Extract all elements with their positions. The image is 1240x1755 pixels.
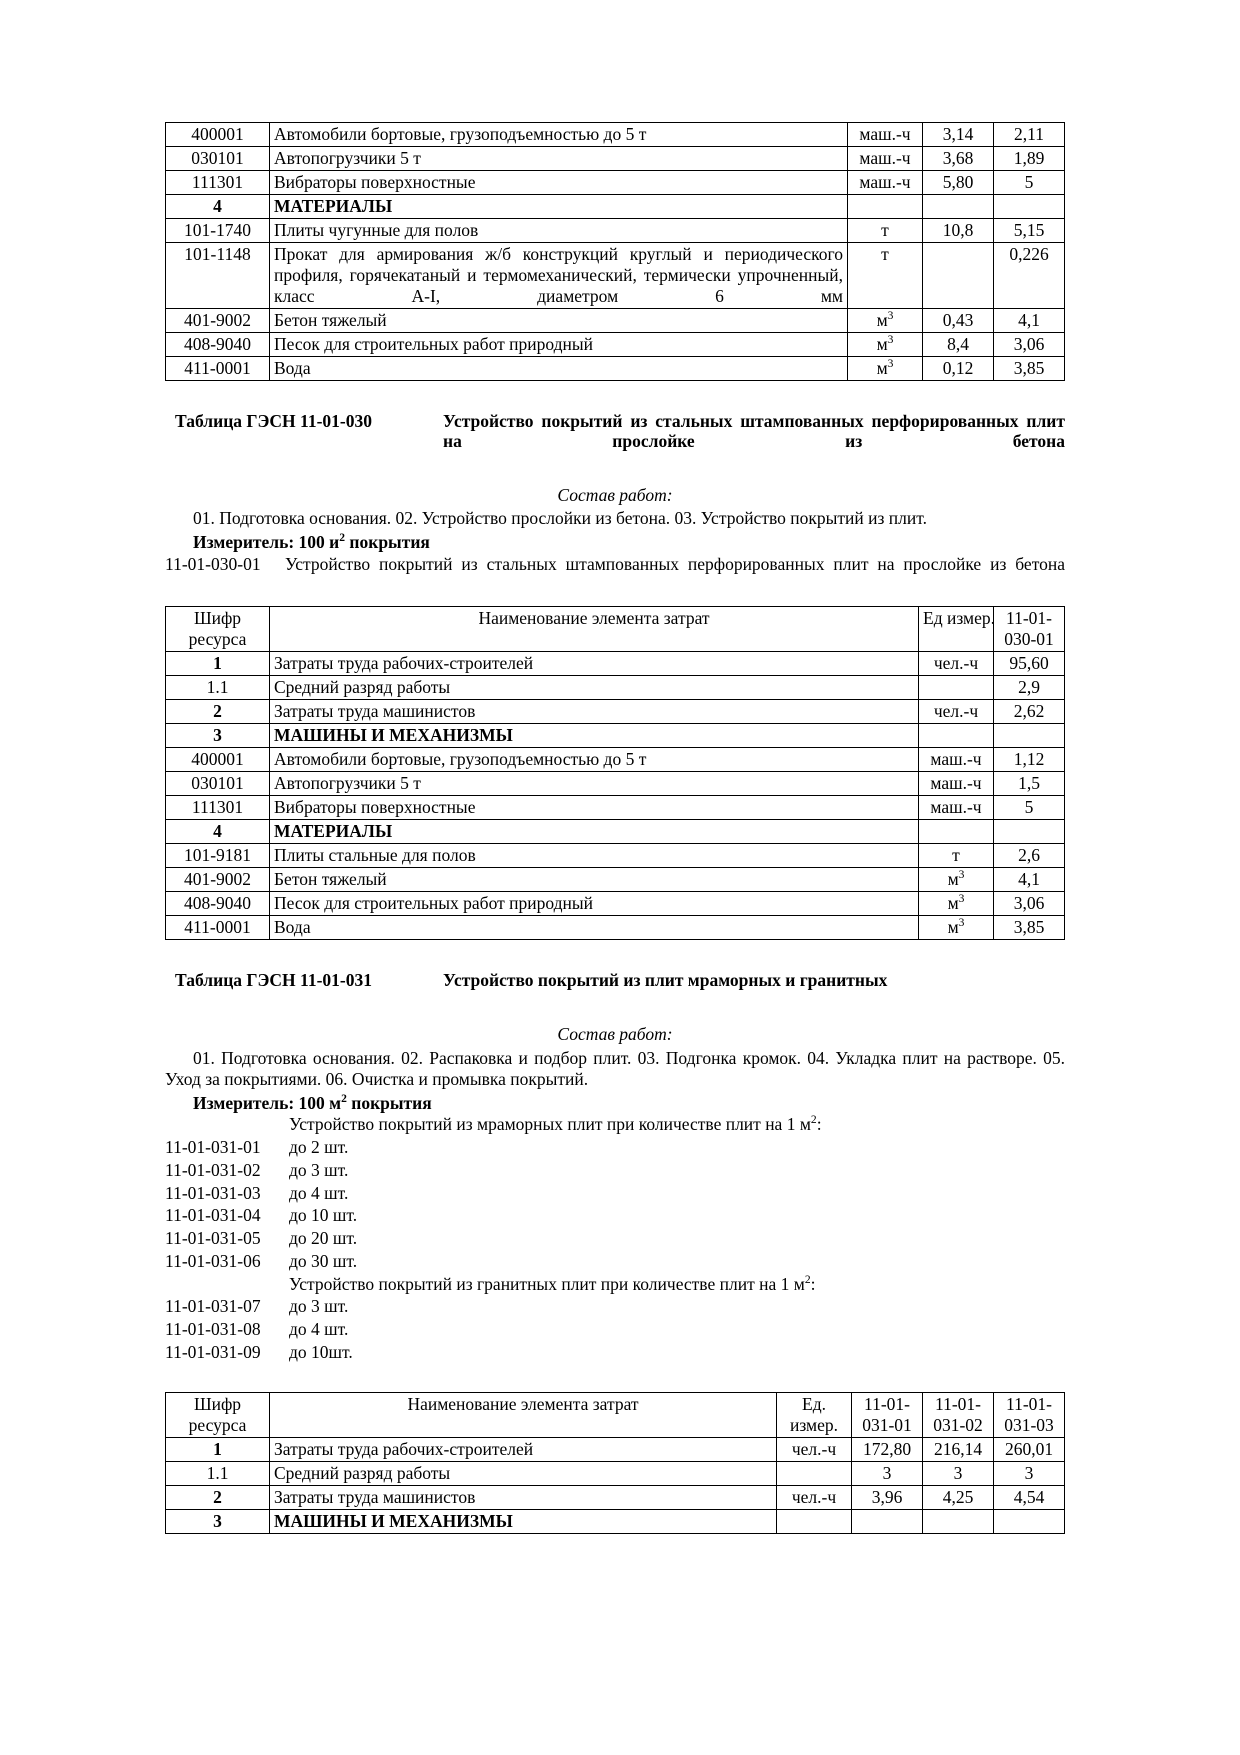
- cell-unit: т: [848, 243, 923, 309]
- cell-code: 030101: [166, 147, 270, 171]
- cell-value-1: 1,12: [994, 748, 1065, 772]
- resource-table-continued: [165, 122, 1065, 381]
- cell-code: 1.1: [166, 1461, 270, 1485]
- cell-code: 030101: [166, 772, 270, 796]
- cell-name: Затраты труда рабочих-строителей: [270, 1437, 777, 1461]
- item-code: 11-01-031-04: [165, 1205, 261, 1226]
- sostav-heading-031: Состав работ:: [557, 1024, 673, 1045]
- cell-name: Плиты чугунные для полов: [270, 219, 848, 243]
- cell-code: 411-0001: [166, 916, 270, 940]
- cell-value-1: 5,80: [923, 171, 994, 195]
- header-code: Шифр ресурса: [166, 607, 270, 652]
- cell-code: 401-9002: [166, 868, 270, 892]
- cell-code: 101-1740: [166, 219, 270, 243]
- cell-unit: $м^3$: [848, 333, 923, 357]
- table-row: [166, 243, 1065, 309]
- item-code: 11-01-031-07: [165, 1296, 261, 1317]
- cell-unit: чел.-ч: [919, 700, 994, 724]
- cell-code: 101-1148: [166, 243, 270, 309]
- cell-name: Автомобили бортовые, грузоподъемностью до 5 т: [270, 123, 848, 147]
- table-header-row: [166, 1392, 1065, 1437]
- cell-value-2: 216,14: [923, 1437, 994, 1461]
- list-item: [165, 1204, 1065, 1227]
- header-name: Наименование элемента затрат: [270, 607, 919, 652]
- cell-name: Средний разряд работы: [270, 676, 919, 700]
- item-code: 11-01-031-06: [165, 1250, 261, 1271]
- table-row: [166, 1461, 1065, 1485]
- cell-value-1: [852, 1509, 923, 1533]
- cell-code: 2: [166, 1485, 270, 1509]
- cell-value-2: 4,25: [923, 1485, 994, 1509]
- list-item: [165, 1136, 1065, 1159]
- cell-value-1: 172,80: [852, 1437, 923, 1461]
- group1-caption-suffix: :: [816, 1114, 822, 1135]
- resource-table-031: [165, 1392, 1065, 1534]
- cell-value-3: 260,01: [994, 1437, 1065, 1461]
- cell-code: 1: [166, 1437, 270, 1461]
- table-header-row: [166, 607, 1065, 652]
- cell-value-1: 8,4: [923, 333, 994, 357]
- cell-name: Средний разряд работы: [270, 1461, 777, 1485]
- cell-value-1: 1,5: [994, 772, 1065, 796]
- cell-unit: чел.-ч: [777, 1437, 852, 1461]
- cell-value-1: 2,6: [994, 844, 1065, 868]
- cell-value-1: 3,06: [994, 892, 1065, 916]
- table-label: Таблица ГЭСН 11-01-030: [175, 411, 372, 431]
- cell-value-3: [994, 1509, 1065, 1533]
- item-code: 11-01-031-05: [165, 1228, 261, 1249]
- table-row: [166, 652, 1065, 676]
- cell-value-1: 4,1: [994, 868, 1065, 892]
- cell-value-2: 4,1: [994, 309, 1065, 333]
- cell-value-1: 10,8: [923, 219, 994, 243]
- item-text: до 3 шт.: [289, 1296, 349, 1317]
- cell-unit: [919, 724, 994, 748]
- cell-code: 3: [166, 724, 270, 748]
- table-row: [166, 219, 1065, 243]
- izmeritel-suffix: покрытия: [345, 532, 430, 553]
- izmeritel-031: [165, 1093, 1065, 1113]
- cell-value-1: 2,62: [994, 700, 1065, 724]
- table-title: Устройство покрытий из плит мраморных и гранитных: [443, 970, 888, 991]
- cell-code: 1.1: [166, 676, 270, 700]
- cell-value-2: 0,226: [994, 243, 1065, 309]
- table-body: [166, 123, 1065, 381]
- cell-unit: чел.-ч: [777, 1485, 852, 1509]
- cell-unit: [848, 195, 923, 219]
- cell-value-1: 3,85: [994, 916, 1065, 940]
- item-text: до 3 шт.: [289, 1159, 349, 1180]
- item-text: до 20 шт.: [289, 1228, 358, 1249]
- cell-name: Песок для строительных работ природный: [270, 892, 919, 916]
- table-row: [166, 333, 1065, 357]
- cell-code: 4: [166, 195, 270, 219]
- cell-value-2: 5,15: [994, 219, 1065, 243]
- header-unit: Ед. измер.: [777, 1392, 852, 1437]
- cell-unit: маш.-ч: [919, 796, 994, 820]
- sostav-heading-030: Состав работ:: [557, 485, 673, 506]
- cell-value-1: 95,60: [994, 652, 1065, 676]
- item-text: до 4 шт.: [289, 1319, 349, 1340]
- table-heading-030: [165, 411, 1065, 451]
- cell-code: 2: [166, 700, 270, 724]
- cell-value-1: 3,14: [923, 123, 994, 147]
- cell-value-2: 2,11: [994, 123, 1065, 147]
- table-row: [166, 748, 1065, 772]
- cell-value-1: [994, 820, 1065, 844]
- cell-value-1: [923, 243, 994, 309]
- cell-code: 111301: [166, 171, 270, 195]
- cell-value-1: 5: [994, 796, 1065, 820]
- sostav-body-031: 01. Подготовка основания. 02. Распаковка и подбор плит. 03. Подгонка кромок. 04. Укладка плит на растворе. 05. Уход за покрытиями. 06. Очистка и промывка покрытий.: [165, 1047, 1065, 1090]
- cell-name: Автопогрузчики 5 т: [270, 772, 919, 796]
- cell-name: Автопогрузчики 5 т: [270, 147, 848, 171]
- cell-value-2: 3,85: [994, 357, 1065, 381]
- table-label: Таблица ГЭСН 11-01-031: [175, 970, 372, 991]
- item-code: 11-01-031-08: [165, 1319, 261, 1340]
- table-section-row-machines: [166, 724, 1065, 748]
- izmeritel-suffix: покрытия: [346, 1093, 432, 1114]
- norm-row-030-01: [165, 554, 1065, 576]
- header-value-1: 11-01- 031-01: [852, 1392, 923, 1437]
- cell-unit: [919, 676, 994, 700]
- cell-name: Песок для строительных работ природный: [270, 333, 848, 357]
- cell-name: Прокат для армирования ж/б конструкций круглый и периодического профиля, горячекатаный и термомеханический, термически упрочненный, класс А-I, диаметром 6 мм: [270, 243, 848, 309]
- header-name: Наименование элемента затрат: [270, 1392, 777, 1437]
- cell-value-1: 3,68: [923, 147, 994, 171]
- cell-name: МАТЕРИАЛЫ: [270, 820, 919, 844]
- cell-name: МАТЕРИАЛЫ: [270, 195, 848, 219]
- table-row: [166, 844, 1065, 868]
- cell-code: 408-9040: [166, 333, 270, 357]
- cell-value-1: 0,43: [923, 309, 994, 333]
- cell-name: Плиты стальные для полов: [270, 844, 919, 868]
- group2-caption-sup: 2: [804, 1273, 811, 1286]
- cell-unit: маш.-ч: [919, 772, 994, 796]
- cell-unit: $м^3$: [848, 357, 923, 381]
- header-unit: Ед измер.: [919, 607, 994, 652]
- table-row: [166, 892, 1065, 916]
- cell-code: 408-9040: [166, 892, 270, 916]
- izmeritel-sup: 2: [339, 532, 346, 545]
- header-value-3: 11-01- 031-03: [994, 1392, 1065, 1437]
- cell-value-2: 3: [923, 1461, 994, 1485]
- list-item: [165, 1341, 1065, 1364]
- cell-value-1: [923, 195, 994, 219]
- item-code: 11-01-031-01: [165, 1137, 261, 1158]
- cell-code: 1: [166, 652, 270, 676]
- list-item: [165, 1159, 1065, 1182]
- cell-unit: маш.-ч: [848, 171, 923, 195]
- sostav-body-030: 01. Подготовка основания. 02. Устройство прослойки из бетона. 03. Устройство покрытий из плит.: [193, 508, 927, 529]
- item-code: 11-01-031-03: [165, 1182, 261, 1203]
- cell-value-2: [994, 195, 1065, 219]
- cell-name: МАШИНЫ И МЕХАНИЗМЫ: [270, 1509, 777, 1533]
- table-row: [166, 916, 1065, 940]
- table-section-row-materials: [166, 195, 1065, 219]
- norm-code: 11-01-030-01: [165, 554, 261, 575]
- cell-name: Вибраторы поверхностные: [270, 796, 919, 820]
- cell-name: Затраты труда рабочих-строителей: [270, 652, 919, 676]
- cell-value-2: 3,06: [994, 333, 1065, 357]
- cell-unit: $м^3$: [848, 309, 923, 333]
- cell-unit: $м^3$: [919, 868, 994, 892]
- item-text: до 10шт.: [289, 1341, 353, 1362]
- cell-code: 411-0001: [166, 357, 270, 381]
- list-item: [165, 1227, 1065, 1250]
- table-row: [166, 309, 1065, 333]
- cell-name: МАШИНЫ И МЕХАНИЗМЫ: [270, 724, 919, 748]
- izmeritel-prefix: Измеритель: 100 и: [193, 532, 340, 553]
- list-item: [165, 1250, 1065, 1273]
- header-value-2: 11-01- 031-02: [923, 1392, 994, 1437]
- norm-text: Устройство покрытий из стальных штампованных перфорированных плит на прослойке из бетона: [285, 554, 1065, 575]
- cell-value-2: [923, 1509, 994, 1533]
- table-row: [166, 868, 1065, 892]
- izmeritel-sup: 2: [341, 1093, 347, 1106]
- cell-unit: маш.-ч: [848, 147, 923, 171]
- cell-unit: маш.-ч: [848, 123, 923, 147]
- cell-name: Бетон тяжелый: [270, 868, 919, 892]
- cell-unit: т: [919, 844, 994, 868]
- table-section-row-materials: [166, 820, 1065, 844]
- table-row: [166, 171, 1065, 195]
- cell-name: Бетон тяжелый: [270, 309, 848, 333]
- cell-unit: [777, 1509, 852, 1533]
- cell-code: 400001: [166, 123, 270, 147]
- item-text: до 2 шт.: [289, 1137, 349, 1158]
- table-section-row-machines: [166, 1509, 1065, 1533]
- cell-value-2: 1,89: [994, 147, 1065, 171]
- group1-caption-sup: 2: [810, 1114, 817, 1127]
- cell-value-3: 3: [994, 1461, 1065, 1485]
- group1-caption-text: Устройство покрытий из мраморных плит при количестве плит на 1 м: [289, 1114, 811, 1135]
- cell-value-1: 3: [852, 1461, 923, 1485]
- list-item: [165, 1318, 1065, 1341]
- cell-unit: маш.-ч: [919, 748, 994, 772]
- item-code: 11-01-031-02: [165, 1159, 261, 1180]
- table-heading-031: [165, 970, 1065, 990]
- resource-table-030: [165, 606, 1065, 940]
- list-item: [165, 1182, 1065, 1205]
- header-value-1: 11-01- 030-01: [994, 607, 1065, 652]
- cell-code: 401-9002: [166, 309, 270, 333]
- cell-unit: [919, 820, 994, 844]
- group2-caption-suffix: :: [810, 1273, 816, 1294]
- cell-code: 101-9181: [166, 844, 270, 868]
- item-text: до 30 шт.: [289, 1250, 358, 1271]
- table-row: [166, 772, 1065, 796]
- izmeritel-prefix: Измеритель: 100 м: [193, 1093, 342, 1114]
- item-text: до 4 шт.: [289, 1182, 349, 1203]
- cell-unit: чел.-ч: [919, 652, 994, 676]
- izmeritel-030: [165, 532, 1065, 552]
- cell-value-1: [994, 724, 1065, 748]
- cell-code: 3: [166, 1509, 270, 1533]
- table-body: [166, 1392, 1065, 1533]
- cell-name: Вода: [270, 916, 919, 940]
- cell-value-1: 3,96: [852, 1485, 923, 1509]
- cell-name: Вибраторы поверхностные: [270, 171, 848, 195]
- cell-value-1: 0,12: [923, 357, 994, 381]
- header-code: Шифр ресурса: [166, 1392, 270, 1437]
- cell-value-3: 4,54: [994, 1485, 1065, 1509]
- group2-caption: [165, 1273, 1065, 1296]
- table-row: [166, 1485, 1065, 1509]
- group2-caption-text: Устройство покрытий из гранитных плит при количестве плит на 1 м: [289, 1273, 805, 1294]
- cell-name: Затраты труда машинистов: [270, 700, 919, 724]
- list-item: [165, 1295, 1065, 1318]
- group1-caption: [165, 1113, 1065, 1136]
- cell-unit: [777, 1461, 852, 1485]
- table-body: [166, 607, 1065, 940]
- item-code: 11-01-031-09: [165, 1341, 261, 1362]
- cell-code: 400001: [166, 748, 270, 772]
- cell-code: 111301: [166, 796, 270, 820]
- table-title: Устройство покрытий из стальных штампованных перфорированных плит на прослойке из бетона: [443, 411, 1065, 452]
- table-row: [166, 147, 1065, 171]
- table-row: [166, 796, 1065, 820]
- cell-value-1: 2,9: [994, 676, 1065, 700]
- cell-code: 4: [166, 820, 270, 844]
- table-row: [166, 357, 1065, 381]
- table-row: [166, 1437, 1065, 1461]
- table-row: [166, 123, 1065, 147]
- cell-name: Вода: [270, 357, 848, 381]
- item-text: до 10 шт.: [289, 1205, 358, 1226]
- table-row: [166, 676, 1065, 700]
- table-row: [166, 700, 1065, 724]
- cell-value-2: 5: [994, 171, 1065, 195]
- cell-unit: $м^3$: [919, 916, 994, 940]
- cell-unit: т: [848, 219, 923, 243]
- cell-name: Автомобили бортовые, грузоподъемностью до 5 т: [270, 748, 919, 772]
- cell-unit: $м^3$: [919, 892, 994, 916]
- cell-name: Затраты труда машинистов: [270, 1485, 777, 1509]
